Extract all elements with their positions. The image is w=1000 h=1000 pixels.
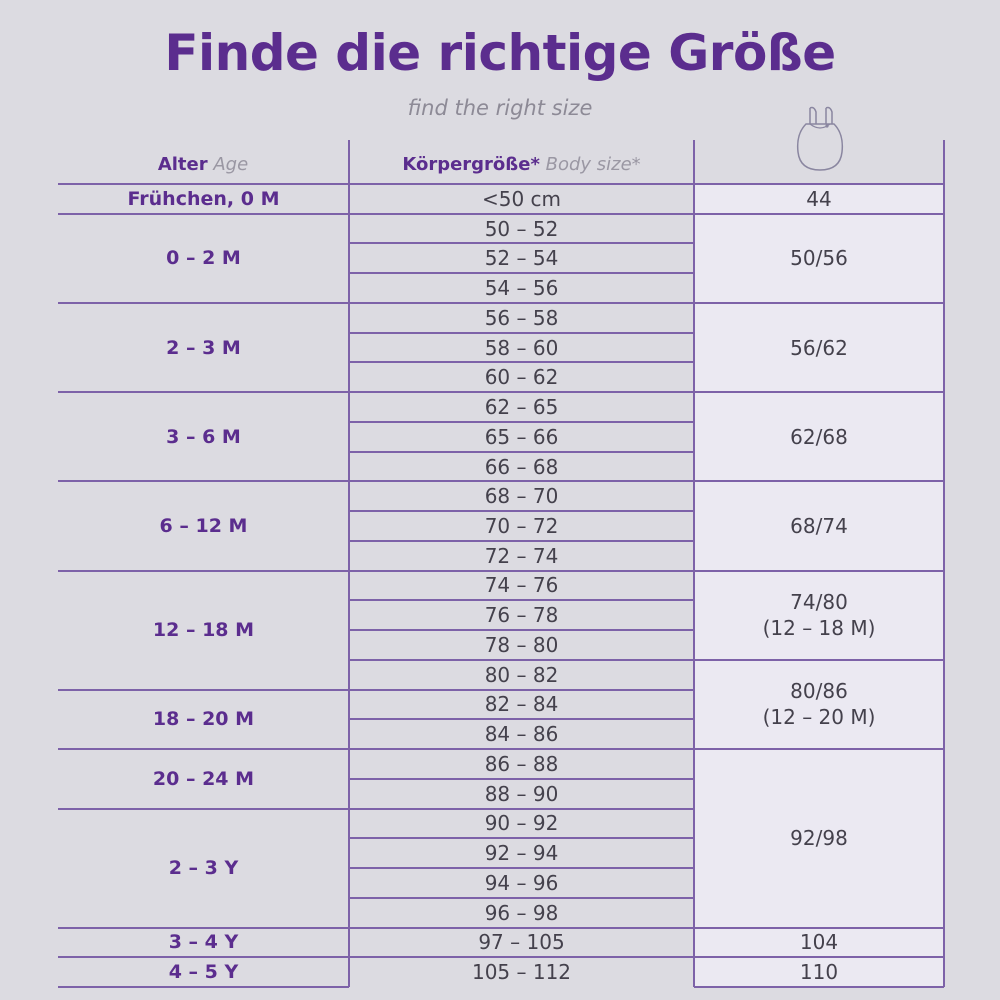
garment-size-line: 50/56	[790, 246, 848, 271]
body-size-divider	[349, 510, 694, 512]
body-size-cell: <50 cm	[481, 186, 562, 211]
garment-size-cell	[694, 928, 944, 958]
garment-size-divider	[694, 986, 944, 988]
garment-size-line: 74/80	[790, 590, 848, 615]
garment-size-line: 80/86	[790, 679, 848, 704]
age-cell: Frühchen, 0 M	[127, 187, 280, 210]
age-cell: 6 – 12 M	[159, 515, 248, 537]
header-body-de: Körpergröße*	[402, 154, 540, 175]
garment-size-line: (12 – 20 M)	[762, 705, 876, 730]
header-body-size	[350, 148, 693, 182]
body-size-cell: 60 – 62	[484, 365, 559, 390]
garment-size-cell	[694, 392, 944, 481]
body-size-cell: 97 – 105	[478, 930, 565, 955]
body-size-cell: 72 – 74	[484, 543, 559, 568]
body-size-divider	[349, 689, 694, 691]
body-size-cell: 90 – 92	[484, 811, 559, 836]
header-age	[58, 148, 348, 182]
garment-size-cell	[694, 749, 944, 927]
body-size-cell: 66 – 68	[484, 454, 559, 479]
garment-size-cell	[694, 303, 944, 392]
body-size-cell: 65 – 66	[484, 424, 559, 449]
body-size-divider	[349, 332, 694, 334]
body-size-divider	[349, 956, 694, 958]
age-cell: 12 – 18 M	[152, 619, 255, 642]
body-size-divider	[349, 659, 694, 661]
garment-size-cell	[694, 481, 944, 570]
body-size-cell: 96 – 98	[484, 900, 559, 925]
body-size-cell: 56 – 58	[484, 305, 559, 330]
body-size-divider	[349, 391, 694, 393]
body-size-divider	[349, 748, 694, 750]
garment-size-line: 110	[799, 960, 839, 985]
body-size-cell: 74 – 76	[484, 573, 559, 598]
sleeping-bag-icon	[792, 104, 848, 176]
page-title: Finde die richtige Größe	[164, 24, 836, 82]
garment-size-line: 62/68	[790, 424, 848, 449]
body-size-divider	[349, 599, 694, 601]
garment-size-line: 68/74	[790, 514, 848, 538]
garment-size-line: 104	[799, 930, 839, 955]
garment-size-cell	[694, 957, 944, 987]
garment-size-line: 44	[806, 186, 832, 211]
body-size-cell: 58 – 60	[484, 335, 559, 360]
body-size-cell: 62 – 65	[484, 395, 559, 420]
body-size-divider	[349, 302, 694, 304]
page-subtitle: find the right size	[407, 96, 593, 120]
body-size-cell: 86 – 88	[484, 751, 559, 776]
body-size-divider	[349, 837, 694, 839]
body-size-cell: 68 – 70	[484, 484, 559, 509]
body-size-divider	[349, 540, 694, 542]
body-size-divider	[349, 570, 694, 572]
body-size-cell: 82 – 84	[484, 692, 559, 717]
body-size-cell: 94 – 96	[484, 870, 559, 895]
body-size-cell: 105 – 112	[471, 960, 572, 985]
body-size-cell: 76 – 78	[484, 603, 559, 628]
body-size-cell: 84 – 86	[484, 722, 559, 747]
age-cell: 3 – 4 Y	[168, 931, 239, 954]
garment-size-cell	[694, 184, 944, 214]
body-size-cell: 54 – 56	[484, 276, 559, 301]
garment-size-line: (12 – 18 M)	[762, 616, 876, 641]
body-size-cell: 80 – 82	[484, 662, 559, 687]
body-size-divider	[349, 897, 694, 899]
body-size-cell: 50 – 52	[484, 216, 559, 241]
body-size-divider	[349, 867, 694, 869]
garment-size-line: 92/98	[790, 826, 848, 851]
body-size-divider	[349, 629, 694, 631]
garment-size-cell	[694, 660, 944, 749]
body-size-cell: 88 – 90	[484, 781, 559, 806]
body-size-divider	[349, 242, 694, 244]
age-cell: 0 – 2 M	[166, 247, 241, 270]
age-cell: 18 – 20 M	[152, 708, 255, 731]
header-age-de: Alter	[157, 154, 208, 175]
body-size-divider	[349, 451, 694, 453]
body-size-divider	[349, 213, 694, 215]
age-cell: 4 – 5 Y	[168, 961, 239, 984]
body-size-divider	[349, 778, 694, 780]
body-size-divider	[349, 272, 694, 274]
header-body-en: Body size*	[545, 154, 641, 175]
body-size-cell: 52 – 54	[484, 246, 559, 271]
age-cell: 20 – 24 M	[152, 767, 255, 790]
body-size-cell: 78 – 80	[484, 632, 559, 657]
body-size-divider	[349, 808, 694, 810]
body-size-divider	[349, 480, 694, 482]
body-size-cell: 92 – 94	[484, 841, 559, 866]
garment-size-line: 56/62	[790, 335, 848, 360]
body-size-cell: 70 – 72	[484, 513, 559, 538]
body-size-divider	[349, 718, 694, 720]
body-size-divider	[349, 421, 694, 423]
garment-size-cell	[694, 214, 944, 303]
body-size-divider	[349, 361, 694, 363]
age-cell: 2 – 3 M	[166, 336, 241, 359]
age-divider	[58, 986, 349, 988]
age-cell: 2 – 3 Y	[168, 857, 239, 879]
body-size-divider	[349, 927, 694, 929]
age-cell: 3 – 6 M	[166, 425, 241, 448]
garment-size-cell	[694, 571, 944, 660]
header-age-en: Age	[213, 154, 249, 175]
